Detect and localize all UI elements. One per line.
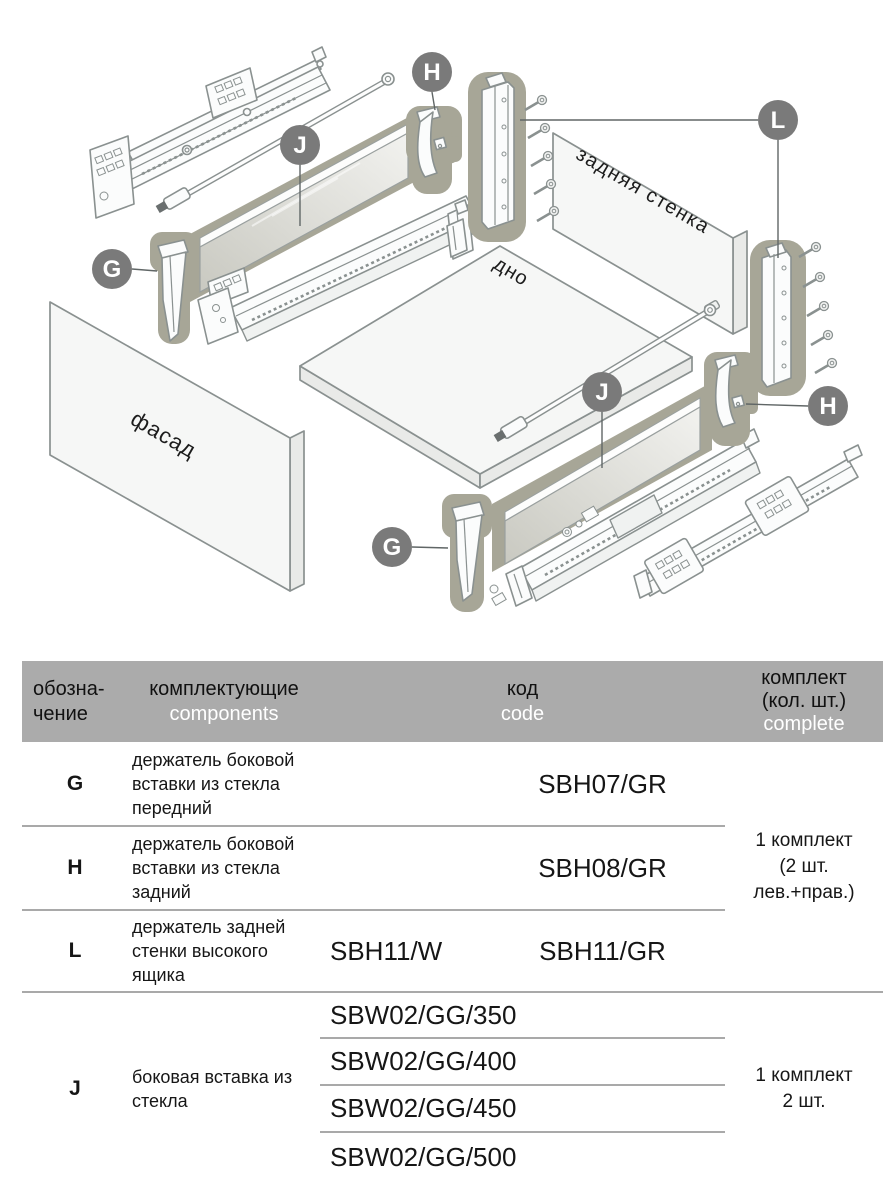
header-code	[320, 661, 725, 742]
callout-g-upper	[92, 249, 132, 289]
header-designation-line1: обозна-	[33, 677, 105, 700]
svg-text:L: L	[770, 107, 786, 134]
glass-holder-rear-upper	[406, 106, 462, 194]
row-g-code: SBH07/GR	[538, 768, 667, 799]
facade-label: фасад	[126, 405, 201, 464]
kit-note-j-line1: 1 комплект	[755, 1064, 853, 1086]
header-kit	[725, 661, 883, 742]
svg-text:H: H	[819, 393, 837, 420]
row-j-name: боковая вставка из стекла	[132, 1066, 293, 1111]
row-j-code-350: SBW02/GG/350	[330, 999, 517, 1030]
kit-note-ghl-line2: (2 шт.	[779, 856, 829, 877]
glass-holder-front-lower	[442, 494, 492, 612]
header-designation	[22, 661, 128, 742]
kit-note-j-line2: 2 шт.	[782, 1090, 826, 1112]
back-wall-label: задняя стенка	[572, 143, 714, 239]
bottom-label: дно	[489, 252, 533, 291]
callout-h-upper	[412, 52, 452, 92]
rod-knob	[382, 73, 394, 85]
svg-text:J: J	[595, 379, 609, 406]
header-components-ru: комплектующие	[149, 677, 299, 700]
svg-text:G: G	[382, 534, 402, 561]
parts-table	[22, 661, 883, 1185]
row-l-code-w: SBH11/W	[330, 935, 443, 966]
callout-j-lower	[582, 372, 622, 412]
separator-h-l	[22, 909, 725, 911]
row-j-letter: J	[69, 1076, 81, 1100]
kit-note-ghl-line1: 1 комплект	[755, 830, 853, 851]
header-code-ru: код	[506, 677, 539, 700]
glass-holder-rear-lower	[704, 352, 758, 446]
row-j-code-500: SBW02/GG/500	[330, 1142, 517, 1172]
row-g-name: держатель боковой вставки из стекла передний	[132, 750, 295, 818]
header-kit-en: complete	[763, 713, 845, 735]
callout-l	[758, 100, 798, 140]
row-h-name: держатель боковой вставки из стекла задний	[132, 834, 295, 902]
callout-j-upper	[280, 125, 320, 165]
svg-text:H: H	[423, 59, 441, 86]
separator-j-450-500	[320, 1131, 725, 1133]
svg-text:J: J	[293, 132, 307, 159]
row-h-letter: H	[67, 856, 83, 879]
svg-text:G: G	[102, 256, 122, 283]
kit-note-j	[725, 992, 883, 1185]
header-code-en: code	[500, 702, 545, 725]
rod-knob	[705, 305, 716, 316]
kit-note-ghl-line3: лев.+прав.)	[753, 882, 855, 903]
row-j-code-450: SBW02/GG/450	[330, 1093, 517, 1123]
separator-j-350-400	[320, 1037, 725, 1039]
row-l-code: SBH11/GR	[539, 935, 666, 966]
row-g-letter: G	[66, 772, 84, 795]
row-j-code-400: SBW02/GG/400	[330, 1046, 517, 1076]
header-kit-ru1: комплект	[761, 667, 847, 689]
callout-h-lower	[808, 386, 848, 426]
separator-j-400-450	[320, 1084, 725, 1086]
rear-bracket	[447, 219, 467, 257]
header-components	[128, 661, 320, 742]
callout-g-lower	[372, 527, 412, 567]
back-wall-holder-right	[750, 240, 837, 396]
separator-l-j	[22, 991, 883, 993]
header-designation-line2: чение	[33, 702, 88, 725]
row-l-name: держатель задней стенки высокого ящика	[132, 917, 286, 985]
row-l-letter: L	[68, 939, 82, 962]
header-kit-ru2: (кол. шт.)	[761, 690, 847, 712]
header-components-en: components	[169, 702, 279, 725]
kit-note-ghl	[725, 742, 883, 992]
row-h-code: SBH08/GR	[538, 852, 667, 883]
back-wall-holder-left	[468, 72, 559, 242]
separator-g-h	[22, 825, 725, 827]
facade-panel	[50, 302, 304, 591]
